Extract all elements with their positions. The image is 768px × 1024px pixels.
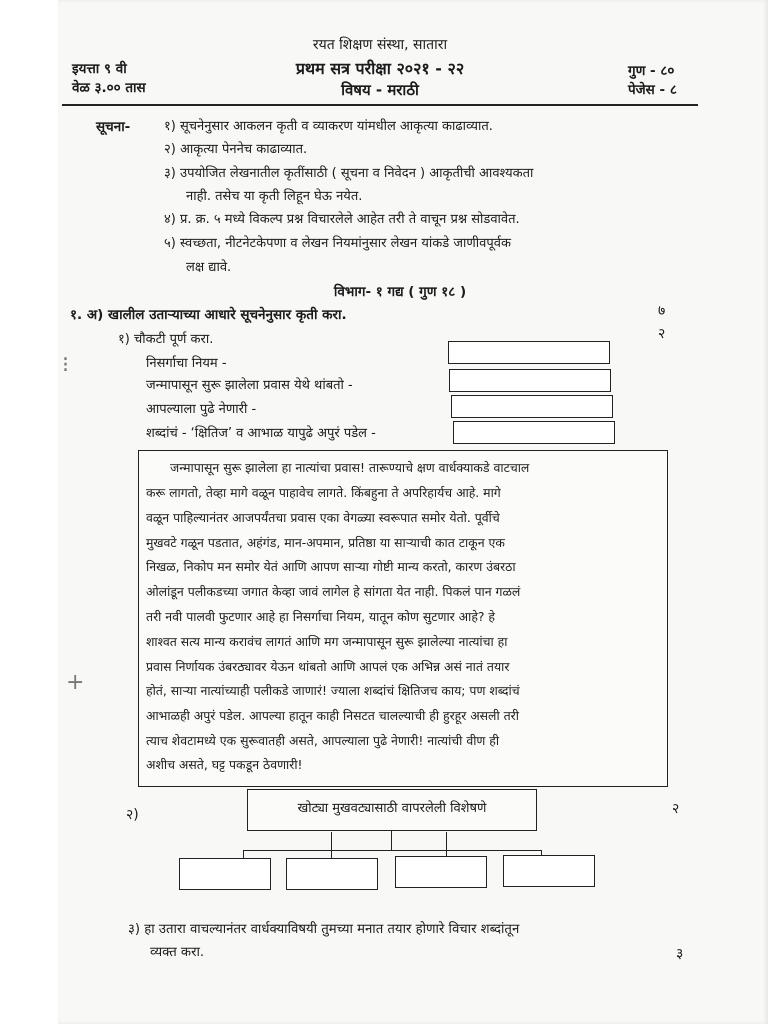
- instruction-item: ५) स्वच्छता, नीटनेटकेपणा व लेखन नियमांनुसार लेखन यांकडे जाणीवपूर्वक: [164, 236, 511, 251]
- instruction-item: ४) प्र. क्र. ५ मध्ये विकल्प प्रश्न विचारलेले आहेत तरी ते वाचून प्रश्न सोडवावेत.: [164, 212, 520, 227]
- passage-line: शाश्वत सत्य मान्य करावंच लागतं आणि मग जन्मापासून सुरू झालेल्या नात्यांचा हा: [146, 634, 508, 649]
- page-count: पेजेस - ८: [628, 82, 677, 98]
- passage-line: होतं, साऱ्या नात्यांच्याही पलीकडे जाणारं! ज्याला शब्दांचं क्षितिजच काय; पण शब्दांचं: [146, 683, 520, 698]
- answer-box[interactable]: [449, 369, 611, 392]
- subject-title: विषय - मराठी: [341, 81, 419, 99]
- sub-question-3-line: ३) हा उतारा वाचल्यानंतर वार्धक्याविषयी तुमच्या मनात तयार होणारे विचार शब्दांतून: [128, 922, 520, 937]
- passage-line: तरी नवी पालवी फुटणार आहे हा निसर्गाचा नियम, यातून कोण सुटणार आहे? हे: [146, 609, 496, 624]
- concept-center-text: खोट्या मुखवट्यासाठी वापरलेली विशेषणे: [297, 801, 487, 816]
- answer-box[interactable]: [453, 421, 615, 444]
- instruction-item: १) सूचनेनुसार आकलन कृती व व्याकरण यांमधील आकृत्या काढाव्यात.: [164, 119, 493, 134]
- sub-question-3-marks: ३: [676, 946, 684, 962]
- passage-line: अशीच असते, घट्ट पकडून ठेवणारी!: [146, 757, 303, 772]
- fill-item-label: निसर्गाचा नियम -: [146, 356, 227, 371]
- instructions-label: सूचना-: [96, 119, 131, 135]
- passage-line: प्रवास निर्णायक उंबरठ्यावर येऊन थांबतो आणि आपलं एक अभिन्न असं नातं तयार: [146, 659, 510, 674]
- instruction-item: लक्ष द्यावे.: [186, 260, 232, 275]
- instruction-item: २) आकृत्या पेननेच काढाव्यात.: [164, 142, 308, 157]
- answer-box[interactable]: [503, 855, 595, 887]
- connector-line: [446, 832, 447, 858]
- passage-line: त्याच शेवटामध्ये एक सुरूवातही असते, आपल्याला पुढे नेणारी! नात्यांची वीण ही: [146, 733, 500, 748]
- instruction-item: नाही. तसेच या कृती लिहून घेऊ नयेत.: [186, 189, 363, 204]
- institution-name: रयत शिक्षण संस्था, सातारा: [312, 37, 448, 53]
- answer-box[interactable]: [395, 856, 487, 888]
- class-label: इयत्ता ९ वी: [72, 61, 127, 77]
- passage-line: आभाळही अपुरं पडेल. आपल्या हातून काही निसटत चालल्याची ही हुरहूर असली तरी: [146, 708, 519, 723]
- question-1-heading: १. अ) खालील उताऱ्याच्या आधारे सूचनेनुसार कृती करा.: [70, 307, 347, 323]
- passage-line: निखळ, निकोप मन समोर येतं आणि आपण साऱ्या गोष्टी मान्य करतो, कारण उंबरठा: [146, 559, 516, 574]
- fill-item-label: आपल्याला पुढे नेणारी -: [146, 402, 257, 417]
- time-label: वेळ ३.०० तास: [72, 80, 146, 96]
- instruction-item: ३) उपयोजित लेखनातील कृतींसाठी ( सूचना व निवेदन ) आकृतीची आवश्यकता: [164, 166, 534, 181]
- header-rule: [62, 104, 698, 106]
- connector-line: [243, 850, 541, 851]
- sub-question-2-marks: २: [672, 801, 680, 817]
- connector-line: [331, 832, 332, 858]
- connector-line: [243, 850, 244, 858]
- fill-item-label: जन्मापासून सुरू झालेला प्रवास येथे थांबतो -: [146, 378, 353, 393]
- answer-box[interactable]: [179, 858, 271, 890]
- answer-box[interactable]: [451, 395, 613, 418]
- total-marks: गुण - ८०: [628, 63, 675, 79]
- sub-question-3-line: व्यक्त करा.: [150, 945, 205, 960]
- sub-question-1-marks: २: [658, 326, 666, 342]
- passage-line: करू लागतो, तेव्हा मागे वळून पाहावेच लागते. किंबहुना ते अपरिहार्यच आहे. मागे: [146, 485, 501, 500]
- passage-line: मुखवटे गळून पडतात, अहंगंड, मान-अपमान, प्रतिष्ठा या साऱ्याची कात टाकून एक: [146, 535, 505, 550]
- section-title: विभाग- १ गद्य ( गुण १८ ): [333, 284, 467, 300]
- sub-question-2-label: २): [126, 807, 139, 823]
- passage-line: ओलांडून पलीकडच्या जगात केव्हा जावं लागेल हे सांगता येत नाही. पिकलं पान गळलं: [146, 584, 521, 599]
- answer-box[interactable]: [448, 341, 610, 364]
- exam-title: प्रथम सत्र परीक्षा २०२१ - २२: [295, 59, 465, 78]
- passage-line: जन्मापासून सुरू झालेला हा नात्यांचा प्रवास! तारूण्याचे क्षण वार्धक्याकडे वाटचाल: [170, 460, 530, 475]
- page-edge-mark: ⁝: [62, 353, 69, 378]
- sub-question-1-label: १) चौकटी पूर्ण करा.: [118, 332, 214, 347]
- page-edge-mark: +: [66, 670, 85, 695]
- connector-line: [391, 830, 392, 850]
- answer-box[interactable]: [286, 858, 378, 890]
- passage-line: वळून पाहिल्यानंतर आजपर्यंतचा प्रवास एका वेगळ्या स्वरूपात समोर येतो. पूर्वीचे: [146, 510, 500, 525]
- fill-item-label: शब्दांचं - ‘क्षितिज’ व आभाळ यापुढे अपुरं पडेल -: [146, 426, 376, 441]
- question-1-marks: ७: [658, 303, 666, 319]
